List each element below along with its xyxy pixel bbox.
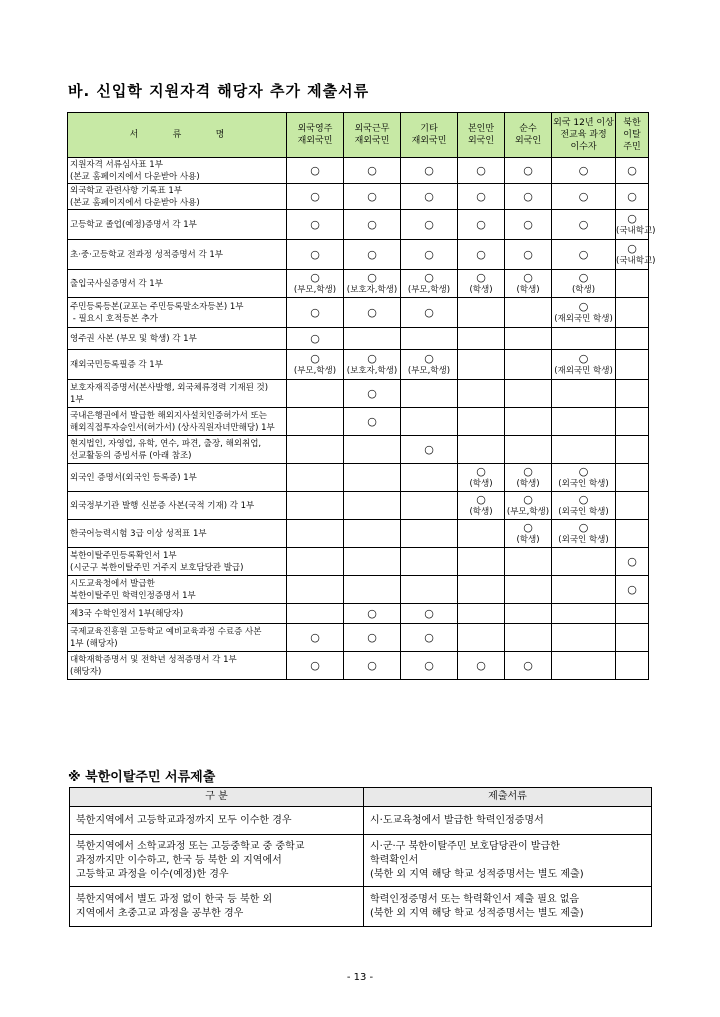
header-foreign-work: 외국근무 재외국민 [344,113,401,158]
page-number: - 13 - [346,972,374,983]
table-row [68,436,649,464]
required-mark-icon: ○ [578,189,589,203]
requirement-cell [505,298,552,328]
required-documents-table [67,112,656,680]
requirement-cell [401,210,458,240]
requirement-cell [401,520,458,548]
requirement-cell [552,576,616,604]
requirement-cell [505,158,552,184]
nk-category-cell: 북한지역에서 소학교과정 또는 고등중학교 중 중학교 과정까지만 이수하고, 한국 등 북한 외 지역에서 고등학교 과정을 이수(예정)한 경우 [70,835,364,887]
requirement-cell [552,270,616,298]
requirement-cell [401,350,458,380]
required-mark-icon: ○ [367,270,377,284]
header-pure-foreigner: 순수 외국인 [505,113,552,158]
requirement-note: (보호자,학생) [346,284,398,295]
requirement-note: (부모,학생) [293,365,337,376]
required-mark-icon: ○ [424,247,434,261]
requirement-cell [287,240,344,270]
document-name-cell: 한국어능력시험 3급 이상 성적표 1부 [68,520,287,548]
requirement-cell [287,328,344,350]
required-mark-icon: ○ [523,492,533,506]
requirement-cell [458,184,505,210]
requirement-cell [505,604,552,624]
required-mark-icon: ○ [627,554,637,568]
requirement-cell [505,548,552,576]
nk-row [70,807,652,835]
table-row [68,184,649,210]
requirement-cell [505,520,552,548]
table-row [68,652,649,680]
table-row [68,576,649,604]
requirement-cell [458,270,505,298]
required-mark-icon: ○ [476,270,486,284]
requirement-cell [616,576,649,604]
requirement-cell [458,298,505,328]
requirement-note: (학생) [469,478,493,489]
requirement-cell [458,158,505,184]
nk-header-row [70,788,652,807]
requirement-cell [401,604,458,624]
required-mark-icon: ○ [578,299,589,313]
required-mark-icon: ○ [627,241,637,255]
requirement-cell [552,604,616,624]
table-row [68,380,649,408]
requirement-note: (국내학교) [616,225,656,236]
required-mark-icon: ○ [523,217,533,231]
requirement-cell [401,464,458,492]
requirement-cell [616,380,649,408]
requirement-cell [552,240,616,270]
required-mark-icon: ○ [523,163,533,177]
document-name-cell: 국내은행권에서 발급한 해외지사설치인증허가서 또는 해외직접투자승인서(허가서) (상사직원자녀만해당) 1부 [68,408,287,436]
requirement-cell [344,520,401,548]
requirement-cell [458,436,505,464]
requirement-cell [505,492,552,520]
requirement-cell [552,158,616,184]
requirement-cell [401,158,458,184]
requirement-cell [505,270,552,298]
required-mark-icon: ○ [523,247,533,261]
requirement-cell [287,436,344,464]
table-row [68,408,649,436]
required-mark-icon: ○ [578,247,589,261]
requirement-note: (국내학교) [616,255,656,266]
requirement-cell [344,240,401,270]
required-mark-icon: ○ [310,630,320,644]
required-mark-icon: ○ [310,247,320,261]
document-name-cell: 외국정부기관 발행 신분증 사본(국적 기재) 각 1부 [68,492,287,520]
requirement-cell [552,184,616,210]
requirement-cell [616,210,656,240]
requirement-cell [287,492,344,520]
requirement-cell [616,298,649,328]
requirement-cell [401,184,458,210]
table-row [68,624,649,652]
requirement-note: (부모,학생) [407,284,451,295]
header-submitted-documents: 제출서류 [364,788,652,807]
requirement-cell [287,380,344,408]
nk-row [70,887,652,927]
requirement-note: (부모,학생) [407,365,451,376]
required-mark-icon: ○ [476,658,486,672]
document-name-cell: 초·중·고등학교 전과정 성적증명서 각 1부 [68,240,287,270]
requirement-cell [458,350,505,380]
requirement-cell [344,652,401,680]
required-mark-icon: ○ [578,351,589,365]
requirement-note: (외국인 학생) [558,478,609,489]
requirement-cell [344,350,401,380]
requirement-cell [401,436,458,464]
required-mark-icon: ○ [578,163,589,177]
requirement-cell [616,408,649,436]
requirement-cell [401,548,458,576]
document-name-cell: 대학재학증명서 및 전학년 성적증명서 각 1부 (해당자) [68,652,287,680]
required-mark-icon: ○ [523,189,533,203]
requirement-cell [552,408,616,436]
required-mark-icon: ○ [523,464,533,478]
required-mark-icon: ○ [367,386,377,400]
requirement-cell [552,210,616,240]
requirement-cell [401,408,458,436]
requirement-cell [458,492,505,520]
requirement-note: (부모,학생) [293,284,337,295]
requirement-cell [505,408,552,436]
requirement-note: (학생) [469,284,493,295]
required-mark-icon: ○ [424,270,434,284]
required-mark-icon: ○ [578,520,589,534]
requirement-cell [401,328,458,350]
table-row [68,270,649,298]
required-mark-icon: ○ [578,492,589,506]
nk-section-title: ※ 북한이탈주민 서류제출 [68,770,216,785]
required-mark-icon: ○ [310,331,320,345]
requirement-cell [344,184,401,210]
requirement-cell [344,604,401,624]
nk-category-cell: 북한지역에서 별도 과정 없이 한국 등 북한 외 지역에서 초중고교 과정을 공부한 경우 [70,887,364,927]
requirement-cell [458,408,505,436]
required-mark-icon: ○ [367,630,377,644]
required-mark-icon: ○ [310,189,320,203]
requirement-cell [458,624,505,652]
table-row [68,240,649,270]
requirement-cell [616,520,649,548]
requirement-cell [552,548,616,576]
document-name-cell: 주민등록등본(교포는 주민등록말소자등본) 1부 - 필요시 호적등본 추가 [68,298,287,328]
requirement-cell [552,492,616,520]
requirement-cell [458,604,505,624]
requirement-cell [552,328,616,350]
requirement-note: (학생) [516,478,540,489]
required-mark-icon: ○ [424,189,434,203]
table-header-row [68,113,649,158]
requirement-cell [401,492,458,520]
requirement-cell [344,436,401,464]
requirement-cell [287,548,344,576]
header-self-foreigner: 본인만 외국인 [458,113,505,158]
nk-row [70,835,652,887]
required-mark-icon: ○ [367,351,377,365]
required-mark-icon: ○ [627,189,637,203]
requirement-cell [344,210,401,240]
table-row [68,210,649,240]
document-name-cell: 국제교육진흥원 고등학교 예비교육과정 수료증 사본 1부 (해당자) [68,624,287,652]
required-mark-icon: ○ [476,189,486,203]
requirement-cell [458,240,505,270]
requirement-cell [616,548,649,576]
header-document-name: 서 류 명 [68,113,287,158]
table-row [68,520,649,548]
required-mark-icon: ○ [310,658,320,672]
requirement-note: (부모,학생) [506,506,550,517]
requirement-cell [505,464,552,492]
requirement-cell [344,158,401,184]
requirement-cell [616,436,649,464]
requirement-cell [287,270,344,298]
requirement-cell [344,408,401,436]
requirement-cell [287,184,344,210]
requirement-cell [552,380,616,408]
table-row [68,350,649,380]
requirement-cell [287,576,344,604]
requirement-cell [552,652,616,680]
required-mark-icon: ○ [310,217,320,231]
requirement-cell [552,520,616,548]
document-name-cell: 영주권 사본 (부모 및 학생) 각 1부 [68,328,287,350]
header-12yr-overseas: 외국 12년 이상 전교육 과정 이수자 [552,113,616,158]
document-name-cell: 제3국 수학인정서 1부(해당자) [68,604,287,624]
requirement-cell [505,210,552,240]
document-name-cell: 북한이탈주민등록확인서 1부 (시군구 북한이탈주민 거주지 보호담당관 발급) [68,548,287,576]
required-mark-icon: ○ [310,270,320,284]
header-other-overseas: 기타 재외국민 [401,113,458,158]
requirement-cell [344,380,401,408]
required-mark-icon: ○ [424,658,434,672]
requirement-cell [401,624,458,652]
requirement-cell [458,652,505,680]
nk-category-cell: 북한지역에서 고등학교과정까지 모두 이수한 경우 [70,807,364,835]
required-mark-icon: ○ [424,442,434,456]
required-mark-icon: ○ [310,351,320,365]
required-mark-icon: ○ [627,582,637,596]
requirement-cell [287,298,344,328]
table-row [68,548,649,576]
table-row [68,492,649,520]
nk-documents-cell: 시·군·구 북한이탈주민 보호담당관이 발급한 학력확인서 (북한 외 지역 해당 학교 성적증명서는 별도 제출) [364,835,652,887]
required-mark-icon: ○ [367,658,377,672]
header-foreign-permanent: 외국영주 재외국민 [287,113,344,158]
requirement-cell [287,408,344,436]
requirement-cell [287,604,344,624]
requirement-cell [401,380,458,408]
requirement-cell [401,270,458,298]
required-mark-icon: ○ [523,658,533,672]
table-row [68,328,649,350]
required-mark-icon: ○ [424,630,434,644]
requirement-cell [505,184,552,210]
requirement-cell [552,436,616,464]
requirement-cell [287,652,344,680]
required-mark-icon: ○ [476,163,486,177]
requirement-cell [458,520,505,548]
requirement-cell [552,298,616,328]
document-name-cell: 고등학교 졸업(예정)증명서 각 1부 [68,210,287,240]
requirement-cell [344,464,401,492]
requirement-cell [344,270,401,298]
nk-documents-table [69,787,652,927]
required-mark-icon: ○ [476,247,486,261]
requirement-cell [401,576,458,604]
header-category: 구 분 [70,788,364,807]
table-row [68,298,649,328]
requirement-cell [616,604,649,624]
requirement-cell [552,624,616,652]
table-row [68,464,649,492]
required-mark-icon: ○ [627,211,637,225]
nk-documents-cell: 시·도교육청에서 발급한 학력인정증명서 [364,807,652,835]
table-row [68,158,649,184]
required-mark-icon: ○ [367,163,377,177]
required-mark-icon: ○ [424,163,434,177]
requirement-cell [458,328,505,350]
required-mark-icon: ○ [523,520,533,534]
required-mark-icon: ○ [578,464,589,478]
requirement-cell [505,380,552,408]
requirement-cell [287,624,344,652]
requirement-cell [505,576,552,604]
requirement-cell [616,270,649,298]
requirement-cell [344,328,401,350]
required-mark-icon: ○ [310,163,320,177]
header-nk-defector: 북한 이탈 주민 [616,113,649,158]
requirement-cell [616,464,649,492]
required-mark-icon: ○ [367,305,377,319]
requirement-cell [616,350,649,380]
required-mark-icon: ○ [578,270,589,284]
requirement-cell [287,210,344,240]
requirement-cell [401,298,458,328]
requirement-cell [287,464,344,492]
requirement-cell [552,350,616,380]
requirement-cell [287,520,344,548]
required-mark-icon: ○ [310,305,320,319]
requirement-cell [401,652,458,680]
requirement-cell [505,436,552,464]
requirement-note: (학생) [516,284,540,295]
requirement-cell [458,576,505,604]
requirement-cell [616,492,649,520]
requirement-cell [505,624,552,652]
requirement-note: (재외국민 학생) [554,313,613,324]
requirement-cell [616,184,649,210]
required-mark-icon: ○ [424,606,434,620]
requirement-note: (외국인 학생) [558,534,609,545]
requirement-cell [616,624,649,652]
required-mark-icon: ○ [367,606,377,620]
requirement-cell [287,158,344,184]
requirement-note: (보호자,학생) [346,365,398,376]
document-name-cell: 외국학교 관련사항 기록표 1부 (본교 홈페이지에서 다운받아 사용) [68,184,287,210]
document-name-cell: 시도교육청에서 발급한 북한이탈주민 학력인정증명서 1부 [68,576,287,604]
requirement-cell [344,624,401,652]
required-mark-icon: ○ [367,189,377,203]
requirement-cell [505,652,552,680]
requirement-cell [458,548,505,576]
required-mark-icon: ○ [424,351,434,365]
document-name-cell: 외국인 증명서(외국인 등록증) 1부 [68,464,287,492]
requirement-cell [505,240,552,270]
requirement-note: (학생) [571,284,596,295]
requirement-cell [505,328,552,350]
requirement-cell [344,576,401,604]
required-mark-icon: ○ [523,270,533,284]
requirement-note: (학생) [469,506,493,517]
required-mark-icon: ○ [424,217,434,231]
requirement-cell [344,548,401,576]
required-mark-icon: ○ [627,163,637,177]
requirement-cell [287,350,344,380]
required-mark-icon: ○ [476,464,486,478]
nk-documents-cell: 학력인정증명서 또는 학력확인서 제출 필요 없음 (북한 외 지역 해당 학교 성적증명서는 별도 제출) [364,887,652,927]
required-mark-icon: ○ [424,305,434,319]
requirement-cell [616,240,656,270]
requirement-cell [458,464,505,492]
requirement-cell [344,492,401,520]
requirement-cell [344,298,401,328]
requirement-cell [505,350,552,380]
requirement-cell [458,210,505,240]
requirement-cell [616,652,649,680]
required-mark-icon: ○ [578,217,589,231]
required-mark-icon: ○ [367,414,377,428]
required-mark-icon: ○ [367,247,377,261]
requirement-note: (학생) [516,534,540,545]
requirement-cell [552,464,616,492]
requirement-cell [458,380,505,408]
required-mark-icon: ○ [476,492,486,506]
document-name-cell: 지원자격 서류심사표 1부 (본교 홈페이지에서 다운받아 사용) [68,158,287,184]
document-name-cell: 재외국민등록필증 각 1부 [68,350,287,380]
required-mark-icon: ○ [476,217,486,231]
requirement-cell [616,328,649,350]
requirement-note: (외국인 학생) [558,506,609,517]
section-heading: 바. 신입학 지원자격 해당자 추가 제출서류 [68,82,370,100]
required-mark-icon: ○ [367,217,377,231]
document-name-cell: 출입국사실증명서 각 1부 [68,270,287,298]
requirement-cell [616,158,649,184]
requirement-cell [401,240,458,270]
document-name-cell: 현지법인, 자영업, 유학, 연수, 파견, 출장, 해외취업, 선교활동의 증빙서류 (아래 참조) [68,436,287,464]
document-name-cell: 보호자재직증명서(본사발행, 외국체류경력 기재된 것) 1부 [68,380,287,408]
requirement-note: (재외국민 학생) [554,365,613,376]
table-row [68,604,649,624]
